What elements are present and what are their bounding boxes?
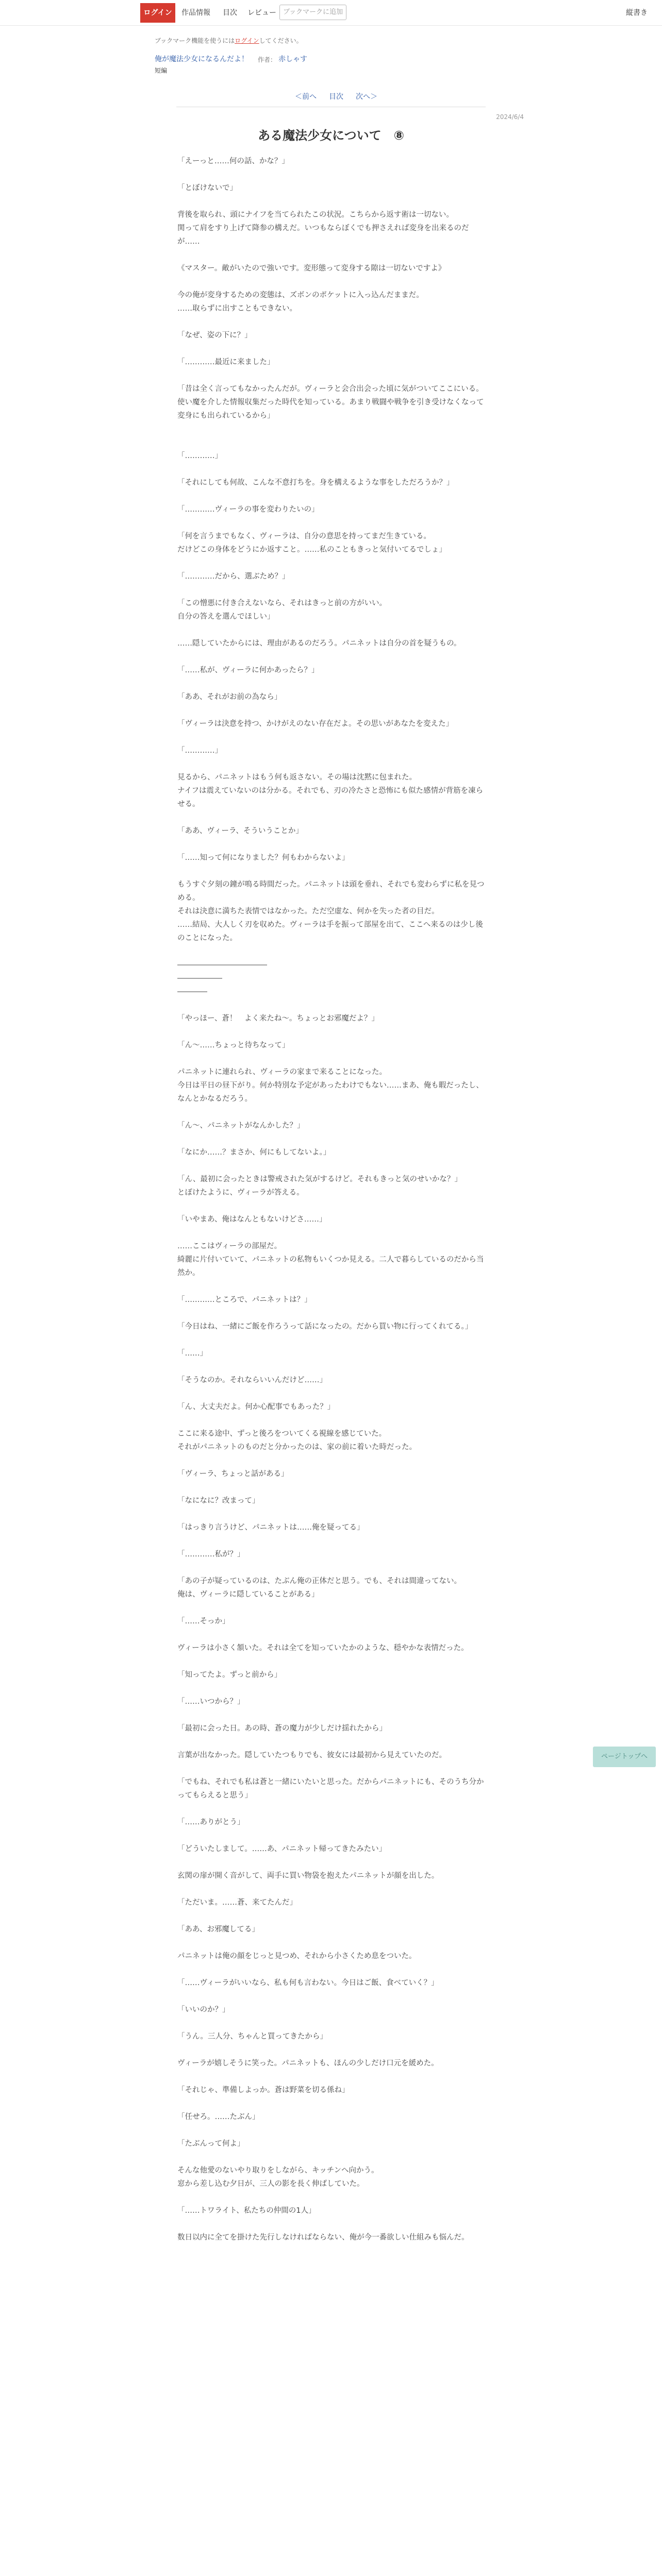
body-paragraph: 「なにか……？まさか、何にもしてないよ。」 [177,1148,331,1157]
body-paragraph: 「ああ、ヴィーラ、そういうことか」 [177,827,303,835]
body-paragraph: 「…………」 [177,747,222,755]
body-paragraph: 「昔は全く言ってもなかったんだが。ヴィーラと会合出会った頃に気がついてここにいる。 使い魔を介した情報収集だった時代を知っている。あまり戦闘や戦争を引き受けなくなって変身にも出られているから」 [177,385,484,420]
series-title[interactable]: 俺が魔法少女になるんだよ！ [155,55,249,63]
login-link[interactable]: ログイン [235,37,259,44]
body-paragraph: 「そうなのか。それならいいんだけど……」 [177,1376,327,1384]
login-notice: ブックマーク機能を使うにはログインしてください。 [155,37,303,44]
body-paragraph: そんな他愛のないやり取りをしながら、キッチンへ向かう。 窓から差し込む夕日が、三人の影を長く伸ばしていた。 [177,2166,379,2188]
body-paragraph: 「でもね、それでも私は蒼と一緒にいたいと思った。だからパニネットにも、そのうち分かってもらえると思う」 [177,1778,484,1800]
body-paragraph: 背後を取られ、頭にナイフを当てられたこの状況。こちらから返す術は一切ない。 関って肩をすり上げて降参の構えだ。いつもならぼくでも押さえれば変身を出来るのだが…… [177,211,469,246]
body-paragraph: 「この憎悪に付き合えないなら、それはきっと前の方がいい。 自分の答えを選んでほしい」 [177,599,387,621]
vertical-toggle[interactable]: 縦書き [626,9,648,17]
body-paragraph: 《マスター。敵がいたので強いです。変形態って変身する隙は一切ないですよ》 [177,264,446,273]
body-paragraph: 「うん。三人分、ちゃんと買ってきたから」 [177,2032,327,2041]
episode-date: 2024/6/4 [496,113,524,121]
body-paragraph: 「ヴィーラ、ちょっと話がある」 [177,1470,289,1478]
body-paragraph: 「なぜ、姿の下に？」 [177,331,252,340]
body-paragraph: 「いやまあ、俺はなんともないけどさ……」 [177,1215,327,1224]
body-paragraph: 言葉が出なかった。隠していたつもりでも、彼女には最初から見えていたのだ。 [177,1751,446,1759]
body-paragraph: 「…………ヴィーラの事を変わりたいの」 [177,505,319,514]
body-paragraph: 「…………だから、選ぶため？」 [177,572,290,581]
body-paragraph: 「いいのか？」 [177,2006,230,2014]
category: 短編 [155,67,168,74]
body-paragraph: ―――――――――――― ―――――― ―――― [177,961,267,996]
body-paragraph: ……ここはヴィーラの部屋だ。 綺麗に片付いていて、パニネットの私物もいくつか見える。二人で暮らしているのだから当然か。 [177,1242,484,1277]
body-paragraph: 「……そっか」 [177,1617,230,1625]
body-paragraph: ヴィーラが嬉しそうに笑った。パニネットも、ほんの少しだけ口元を緩めた。 [177,2059,439,2067]
body-paragraph: 「それにしても何故、こんな不意打ちを。身を構えるような事をしただろうか？」 [177,479,454,487]
body-paragraph: 「ヴィーラは決意を持つ、かけがえのない存在だよ。その思いがあなたを変えた」 [177,720,454,728]
body-paragraph: 「えーっと……何の話、かな？」 [177,157,289,165]
body-paragraph: 「それじゃ、準備しよっか。蒼は野菜を切る係ね」 [177,2086,350,2094]
author-label: 作者： [258,56,277,63]
bookmark-add-button[interactable]: ブックマークに追加 [279,5,346,20]
body-paragraph: 「……ありがとう」 [177,1818,245,1826]
body-paragraph: 「ああ、お邪魔してる」 [177,1925,259,1934]
body-paragraph: 今の俺が変身するための変態は、ズボンのポケットに入っ込んだままだ。 ……取らずに出すこともできない。 [177,291,424,313]
pager-top [289,91,384,101]
body-paragraph: 「最初に会った日。あの時、蒼の魔力が少しだけ揺れたから」 [177,1724,387,1733]
body-paragraph: 見るから、パニネットはもう何も返さない。その場は沈黙に包まれた。 ナイフは震えていないのは分かる。それでも、刃の冷たさと恐怖にも似た感情が背筋を凍らせる。 [177,773,484,808]
body-paragraph: ここに来る途中、ずっと後ろをついてくる視線を感じていた。 それがパニネットのものだと分かったのは、家の前に着いた時だった。 [177,1430,417,1451]
body-paragraph: 「知ってたよ。ずっと前から」 [177,1671,282,1679]
body-paragraph: 「…………私が？」 [177,1550,245,1558]
body-paragraph: 「……トワライト、私たちの仲間の1人」 [177,2207,316,2215]
body-paragraph: 「はっきり言うけど、パニネットは……俺を疑ってる」 [177,1523,365,1532]
body-paragraph: 「ただいま。……蒼、来てたんだ」 [177,1899,297,1907]
body-paragraph: 数日以内に全てを掛けた先行しなければならない、俺が今一番欲しい仕組みも悩んだ。 [177,2233,469,2242]
body-paragraph: 「やっほー、蒼！ よく来たね～。ちょっとお邪魔だよ？」 [177,1014,379,1023]
body-paragraph: パニネットは俺の顔をじっと見つめ、それから小さくため息をついた。 [177,1952,417,1960]
body-paragraph: パニネットに連れられ、ヴィーラの家まで来ることになった。 今日は平日の昼下がり。何か特別な予定があったわけでもない……まあ、俺も暇だったし、なんとかなるだろう。 [177,1068,484,1103]
body-paragraph: 「……ヴィーラがいいなら、私も何も言わない。今日はご飯、食べていく？」 [177,1979,439,1987]
body-paragraph: 「ああ、それがお前の為なら」 [177,693,282,701]
body-paragraph: 「ん～、パニネットがなんかした？」 [177,1122,305,1130]
body-paragraph: 「ん～……ちょっと待ちなって」 [177,1041,290,1049]
prev-link[interactable]: ＜前へ [295,93,317,101]
body-paragraph: 「…………」 [177,452,222,460]
episode-title: ある魔法少女について ⑧ [258,128,404,143]
body-paragraph: 「任せろ。……たぶん」 [177,2113,260,2121]
body-paragraph: 「……私が、ヴィーラに何かあったら？」 [177,666,319,674]
body-paragraph: 玄関の扉が開く音がして、両手に買い物袋を抱えたパニネットが顔を出した。 [177,1872,439,1880]
body-paragraph: 「とぼけないで」 [177,184,237,192]
body-paragraph: 「……いつから？」 [177,1698,245,1706]
toc-link[interactable]: 目次 [329,93,343,101]
next-link[interactable]: 次へ＞ [356,93,377,101]
body-paragraph: ……隠していたからには、理由があるのだろう。パニネットは自分の首を疑うもの。 [177,639,461,648]
page-top-button[interactable]: ページトップへ [593,1747,656,1767]
body-paragraph: 「…………ところで、パニネットは？」 [177,1296,312,1304]
body-paragraph: 「あの子が疑っているのは、たぶん俺の正体だと思う。でも、それは間違ってない。 俺は、ヴィーラに隠していることがある」 [177,1577,461,1599]
body-paragraph: 「今日はね、一緒にご飯を作ろうって話になったの。だから買い物に行ってくれてる。」 [177,1323,473,1331]
body-paragraph: 「どういたしまして。……あ、パニネット帰ってきたみたい」 [177,1845,387,1853]
body-paragraph: 「……」 [177,1349,207,1358]
body-paragraph: 「ん、大丈夫だよ。何か心配事でもあった？」 [177,1403,335,1411]
nav-toc[interactable]: 目次 [223,9,237,17]
body-paragraph: 「何を言うまでもなく、ヴィーラは、自分の意思を持ってまだ生きている。 だけどこの身体をどうにか返すこと。……私のこともきっと気付いてるでしょ」 [177,532,446,554]
nav-work-info[interactable]: 作品情報 [181,9,210,17]
top-bar [0,0,662,26]
login-button[interactable]: ログイン [140,3,175,23]
author-link[interactable]: 赤しゃす [278,55,307,63]
body-paragraph: 「…………最近に来ました」 [177,358,275,366]
body-paragraph: 「……知って何になりました？何もわからないよ」 [177,854,350,862]
body-paragraph: ヴィーラは小さく頷いた。それは全てを知っていたかのような、穏やかな表情だった。 [177,1644,469,1652]
body-paragraph: 「たぶんって何よ」 [177,2140,245,2148]
body-paragraph: 「なになに？改まって」 [177,1497,260,1505]
body-paragraph: もうすぐ夕刻の鐘が鳴る時間だった。パニネットは頭を垂れ、それでも変わらずに私を見つめる。 それは決意に満ちた表情ではなかった。ただ空虚な、何かを失った者の目だ。 ……結局、大人しく刃を収めた。ヴィーラは手を振って部屋を出て、ここへ来るのは少し後のことになった。 [177,880,485,942]
body-paragraph: 「ん、最初に会ったときは警戒された気がするけど。それもきっと気のせいかな？」 とぼけたように、ヴィーラが答える。 [177,1175,462,1197]
nav-review[interactable]: レビュー [247,9,276,17]
